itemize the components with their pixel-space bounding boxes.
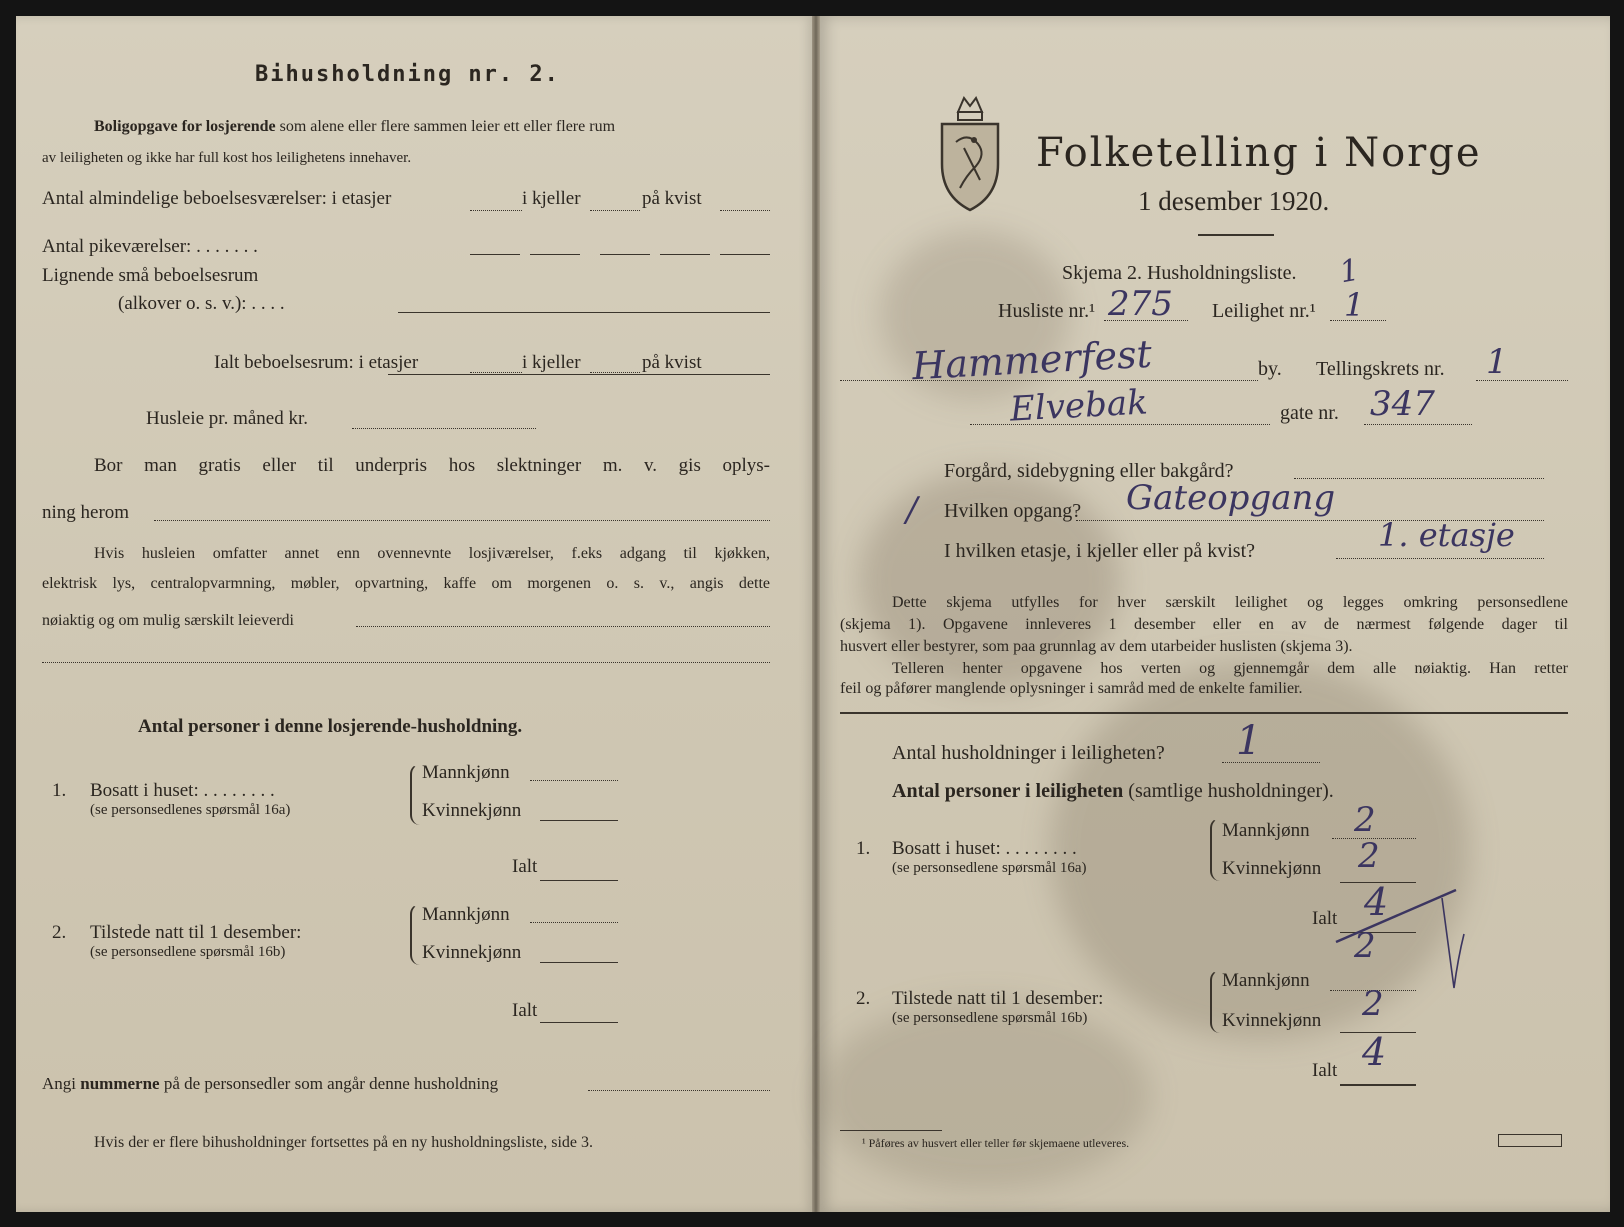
husleie-field[interactable] <box>352 428 536 429</box>
right-persons-rest: (samtlige husholdninger). <box>1128 780 1334 802</box>
by-label: by. <box>1258 358 1282 380</box>
coat-of-arms-icon <box>934 92 1006 214</box>
left-q2-label: Tilstede natt til 1 desember: <box>90 922 302 943</box>
left-q2-num: 2. <box>52 922 67 943</box>
hush-label: Antal husholdninger i leiligheten? <box>892 742 1165 764</box>
right-persons-bold: Antal personer i leiligheten <box>892 780 1124 802</box>
ialt-kjeller-label: i kjeller <box>522 352 581 373</box>
forgard-label: Forgård, sidebygning eller bakgård? <box>944 460 1234 482</box>
instr-line2: (skjema 1). Opgavene innleveres 1 desember eller en av de nærmest følgende dager til <box>840 616 1568 633</box>
left-q2-kvinne-field[interactable] <box>540 962 618 963</box>
left-q1-ialt-field[interactable] <box>540 880 618 881</box>
leilighet-label: Leilighet nr.¹ <box>1212 300 1316 322</box>
footnote-rule <box>840 1130 942 1131</box>
pike-field-4[interactable] <box>660 254 710 255</box>
right-q1-kvinne-label: Kvinnekjønn <box>1222 858 1322 879</box>
bor-line2: ning herom <box>42 502 130 523</box>
left-persons-heading: Antal personer i denne losjerende-husholdning. <box>138 716 523 737</box>
left-q1-num: 1. <box>52 780 67 801</box>
right-q1-ialt-value[interactable]: 4 <box>1364 880 1389 924</box>
gate-value[interactable]: Elvebak <box>1009 382 1149 430</box>
left-q1-kvinne-label: Kvinnekjønn <box>422 800 522 821</box>
instr-line1: Dette skjema utfylles for hver særskilt leilighet og legges omkring personsedlene <box>892 594 1568 611</box>
left-q1-mann-field[interactable] <box>530 780 618 781</box>
tellingskrets-value[interactable]: 1 <box>1486 342 1508 382</box>
etasje-field <box>1336 558 1544 559</box>
right-q2-ialt-value[interactable]: 4 <box>1362 1030 1387 1074</box>
left-q2-ialt-field[interactable] <box>540 1022 618 1023</box>
ialt-underline <box>388 374 770 375</box>
rooms-kjeller-label: i kjeller <box>522 188 581 209</box>
correction-strike-icon <box>1330 884 1470 994</box>
ialt-rooms-label: Ialt beboelsesrum: i etasjer <box>214 352 419 373</box>
title-divider <box>1198 234 1274 236</box>
leieverdi-field-2[interactable] <box>42 662 770 663</box>
gate-nr-field <box>1364 424 1472 425</box>
ialt-kjeller-field[interactable] <box>590 372 640 373</box>
etasje-value[interactable]: 1. etasje <box>1378 516 1515 554</box>
lignende-line1: Lignende små beboelsesrum <box>42 265 259 286</box>
hvis-line3: nøiaktig og om mulig særskilt leieverdi <box>42 612 294 629</box>
right-q2-ialt-field <box>1340 1084 1416 1086</box>
left-q1-mann-label: Mannkjønn <box>422 762 510 783</box>
angi-rest: på de personsedler som angår denne husholdning <box>163 1074 499 1093</box>
intro-rest: som alene eller flere sammen leier ett eller flere rum <box>279 118 616 135</box>
left-q1-ialt-label: Ialt <box>512 856 538 877</box>
angi-field[interactable] <box>588 1090 770 1091</box>
right-q2-ialt-label: Ialt <box>1312 1060 1338 1081</box>
rooms-kvist-field[interactable] <box>720 210 770 211</box>
rooms-label: Antal almindelige beboelsesværelser: i etasjer <box>42 188 392 209</box>
right-q1-kvinne-value[interactable]: 2 <box>1358 836 1380 876</box>
leieverdi-field[interactable] <box>356 626 770 627</box>
right-q2-label: Tilstede natt til 1 desember: <box>892 988 1104 1009</box>
instr-divider <box>840 712 1568 714</box>
intro-line1 <box>94 118 615 136</box>
intro-bold: Boligopgave for losjerende <box>94 118 276 135</box>
by-value[interactable]: Hammerfest <box>911 331 1153 389</box>
rooms-etasjer-field[interactable] <box>470 210 522 211</box>
husliste-field <box>1104 320 1188 321</box>
pike-field-3[interactable] <box>600 254 650 255</box>
right-q1-mann-value[interactable]: 2 <box>1354 800 1376 840</box>
left-footer: Hvis der er flere bihusholdninger fortsettes på en ny husholdningsliste, side 3. <box>94 1134 594 1151</box>
right-q1-ialt-label: Ialt <box>1312 908 1338 929</box>
angi-pre: Angi <box>42 1074 76 1093</box>
stain <box>820 1000 1150 1190</box>
right-q2-extra-value: 2 <box>1354 926 1376 966</box>
left-q2-mann-label: Mannkjønn <box>422 904 510 925</box>
ialt-etasjer-field[interactable] <box>470 372 522 373</box>
right-q2-sub: (se personsedlene spørsmål 16b) <box>892 1010 1088 1026</box>
right-q1-brace <box>1210 818 1220 881</box>
bor-line1: Bor man gratis eller til underpris hos slektninger m. v. gis oplys- <box>94 455 770 476</box>
footnote: ¹ Påføres av husvert eller teller før skjemaene utleveres. <box>862 1136 1130 1150</box>
left-q1-label: Bosatt i huset: . . . . . . . . <box>90 780 275 801</box>
hush-field <box>1222 762 1320 763</box>
intro-line2: av leiligheten og ikke har full kost hos leilighetens innehaver. <box>42 150 412 166</box>
tellingskrets-field <box>1476 380 1568 381</box>
gate-label: gate nr. <box>1280 402 1339 424</box>
form-title: Folketelling i Norge <box>1036 130 1482 176</box>
husliste-value[interactable]: 275 <box>1108 284 1173 324</box>
margin-mark: / <box>906 490 918 530</box>
page-fold <box>812 16 820 1212</box>
pike-field-1[interactable] <box>470 254 520 255</box>
pike-field-2[interactable] <box>530 254 580 255</box>
left-q1-sub: (se personsedlenes spørsmål 16a) <box>90 802 291 818</box>
right-q1-num: 1. <box>856 838 871 859</box>
lignende-field[interactable] <box>398 312 770 313</box>
pike-field-5[interactable] <box>720 254 770 255</box>
right-q2-kvinne-label: Kvinnekjønn <box>1222 1010 1322 1031</box>
ialt-kvist-label: på kvist <box>642 352 702 373</box>
angi-bold: nummerne <box>80 1074 160 1093</box>
tellingskrets-label: Tellingskrets nr. <box>1316 358 1445 380</box>
right-q1-mann-label: Mannkjønn <box>1222 820 1310 841</box>
pike-label: Antal pikeværelser: . . . . . . . <box>42 236 258 257</box>
gate-field <box>970 424 1270 425</box>
left-title: Bihusholdning nr. 2. <box>255 62 560 87</box>
right-q2-num: 2. <box>856 988 871 1009</box>
left-q1-brace <box>410 764 420 825</box>
leilighet-field <box>1330 320 1386 321</box>
bor-field[interactable] <box>154 520 770 521</box>
left-q2-sub: (se personsedlene spørsmål 16b) <box>90 944 286 960</box>
opgang-label: Hvilken opgang? <box>944 500 1082 522</box>
left-q2-kvinne-label: Kvinnekjønn <box>422 942 522 963</box>
instr-line4: Telleren henter opgavene hos verten og gjennemgår dem alle nøiaktig. Han retter <box>892 660 1568 677</box>
hush-value[interactable]: 1 <box>1236 718 1262 764</box>
skjema-label: Skjema 2. Husholdningsliste. <box>1062 262 1297 284</box>
printer-stamp-icon <box>1498 1134 1562 1147</box>
left-q2-brace <box>410 904 420 965</box>
left-q2-ialt-label: Ialt <box>512 1000 538 1021</box>
right-q2-kvinne-value[interactable]: 2 <box>1362 984 1384 1024</box>
right-persons-heading <box>892 780 1334 803</box>
skjema-mark: 1 <box>1337 252 1362 291</box>
right-q2-brace <box>1210 970 1220 1033</box>
instr-line3: husvert eller bestyrer, som paa grunnlag av dem utarbeider huslisten (skjema 3). <box>840 638 1353 655</box>
right-q2-mann-label: Mannkjønn <box>1222 970 1310 991</box>
etasje-label: I hvilken etasje, i kjeller eller på kvist? <box>944 540 1255 562</box>
form-date: 1 desember 1920. <box>1138 186 1330 216</box>
hvis-line2: elektrisk lys, centralopvarmning, møbler, opvartning, kaffe om morgenen o. s. v., angis dette <box>42 575 770 592</box>
rooms-kjeller-field[interactable] <box>590 210 640 211</box>
rooms-kvist-label: på kvist <box>642 188 702 209</box>
gate-nr-value[interactable]: 347 <box>1370 384 1435 424</box>
right-q1-label: Bosatt i huset: . . . . . . . . <box>892 838 1077 859</box>
lignende-line2: (alkover o. s. v.): . . . . <box>118 293 285 314</box>
hvis-line1: Hvis husleien omfatter annet enn ovennevnte losjiværelser, f.eks adgang til kjøkken, <box>94 545 770 562</box>
left-q2-mann-field[interactable] <box>530 922 618 923</box>
opgang-value[interactable]: Gateopgang <box>1126 478 1336 518</box>
husleie-label: Husleie pr. måned kr. <box>146 408 308 429</box>
right-q1-sub: (se personsedlene spørsmål 16a) <box>892 860 1087 876</box>
left-q1-kvinne-field[interactable] <box>540 820 618 821</box>
by-field <box>840 380 1258 381</box>
instr-line5: feil og påfører manglende oplysninger i samråd med de enkelte familier. <box>840 680 1303 697</box>
leilighet-value[interactable]: 1 <box>1344 286 1365 324</box>
husliste-label: Husliste nr.¹ <box>998 300 1096 322</box>
angi-line <box>42 1074 498 1094</box>
